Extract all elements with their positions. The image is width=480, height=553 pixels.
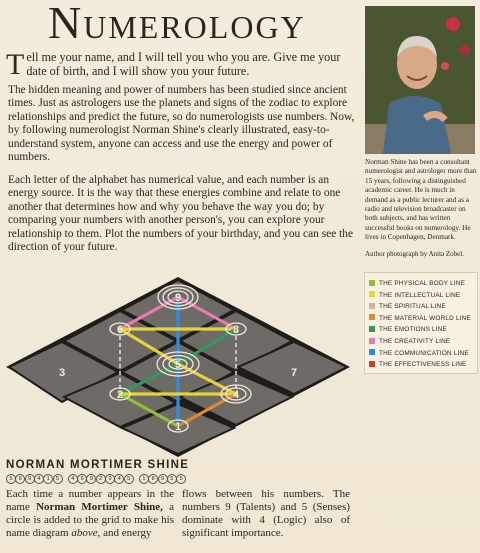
legend-item [369, 290, 460, 301]
bottom-left-name: Norman Mortimer Shine, [36, 501, 163, 513]
name-digit: 5 [167, 474, 177, 484]
name-digit: 9 [158, 474, 168, 484]
legend-item [369, 348, 469, 359]
grid-number-3: 3 [58, 367, 66, 379]
name-digit: 1 [139, 474, 149, 484]
name-digit: 9 [25, 474, 35, 484]
legend-item [369, 324, 447, 335]
legend-swatch [369, 338, 375, 344]
legend-swatch [369, 314, 375, 320]
name-digit: 6 [77, 474, 87, 484]
name-digit: 8 [148, 474, 158, 484]
page-title: Numerology [48, 0, 306, 48]
name-digit: 6 [15, 474, 25, 484]
name-digit: 1 [43, 474, 53, 484]
legend-swatch [369, 303, 375, 309]
legend-label: THE COMMUNICATION LINE [379, 349, 469, 357]
name-diagram [0, 270, 360, 470]
legend-label: THE EMOTIONS LINE [379, 326, 448, 334]
legend-label: THE CREATIVITY LINE [379, 338, 451, 345]
grid-number-1: 1 [174, 421, 182, 433]
legend-label: THE INTELLECTUAL LINE [379, 291, 461, 299]
paragraph-energy: Each letter of the alphabet has numerical value, and each number is an energy source. It is the way that these energies combine and relate to one another that determines how and why you behave the way you do; by comparing your numbers with another person's, you can explore your relationship to them. Plot the numbers of your birthday, and you can see the direction of your future. [8, 174, 354, 254]
grid-number-7: 7 [290, 367, 298, 379]
grid-number-5: 5 [174, 359, 182, 371]
legend-label: THE MATERIAL WORLD LINE [379, 314, 471, 322]
legend-swatch [369, 280, 375, 286]
line-legend [364, 272, 478, 374]
grid-number-4: 4 [232, 389, 240, 401]
name-digit: 4 [114, 474, 124, 484]
bottom-left-part-a: Each time a number appears in the name [6, 488, 174, 513]
legend-swatch [369, 291, 375, 297]
grid-number-9: 9 [174, 292, 182, 304]
intro-text [6, 48, 360, 81]
name-digit: 5 [124, 474, 134, 484]
photo-credit: Author photograph by Anita Zobel. [365, 250, 464, 258]
legend-swatch [369, 326, 375, 332]
legend-item [369, 313, 471, 324]
legend-label: THE PHYSICAL BODY LINE [379, 280, 466, 287]
author-caption: Norman Shine has been a consultant numerologist and astrologer more than 15 years, following a distinguished academic career. He is much in demand as a public lecturer and as a radio and television broadcaster on both subjects, and has written successful books on numerology. He lives in Copenhagen, Denmark. [365, 158, 477, 242]
grid-number-2: 2 [116, 389, 124, 401]
name-digit: 9 [86, 474, 96, 484]
legend-item [369, 359, 467, 370]
grid-number-6: 6 [116, 324, 124, 336]
paragraph-history: The hidden meaning and power of numbers has been studied since ancient times. Just as astrologers use the planets and signs of the zodiac to explore relationships and predict the future, so do numerologists use numbers. Now, by following numerologist Norman Shine's clearly illustrated, easy-to-understand system, anyone can access and use the energy and power of numbers. [8, 84, 355, 164]
bottom-left-above: above, [71, 527, 101, 539]
bottom-left-part-b: a circle is added to the grid to make his name diagram [6, 501, 174, 539]
bottom-left-text [6, 488, 174, 540]
name-digit: 2 [96, 474, 106, 484]
bottom-right-text: flows between his numbers. The numbers 9 (Talents) and 5 (Senses) dominate with 4 (Logic) also of significant importance. [182, 488, 350, 539]
legend-item [369, 336, 450, 347]
drop-cap: T [6, 48, 25, 81]
legend-item [369, 278, 465, 289]
name-heading: NORMAN MORTIMER SHINE [6, 459, 190, 471]
legend-label: THE SPIRITUAL LINE [379, 303, 446, 311]
author-photo [365, 6, 475, 154]
legend-swatch [369, 349, 375, 355]
name-digit: 5 [176, 474, 186, 484]
name-digit: 4 [34, 474, 44, 484]
legend-label: THE EFFECTIVENESS LINE [379, 361, 467, 369]
bottom-left-part-c: and energy [100, 527, 152, 539]
grid-number-8: 8 [232, 324, 240, 336]
intro-rest: ell me your name, and I will tell you who you are. Give me your date of birth, and I will show you your future. [26, 50, 341, 78]
legend-swatch [369, 361, 375, 367]
legend-item [369, 301, 446, 312]
name-digit: 9 [105, 474, 115, 484]
name-digit: 5 [6, 474, 16, 484]
name-digit: 4 [68, 474, 78, 484]
name-digit: 5 [53, 474, 63, 484]
